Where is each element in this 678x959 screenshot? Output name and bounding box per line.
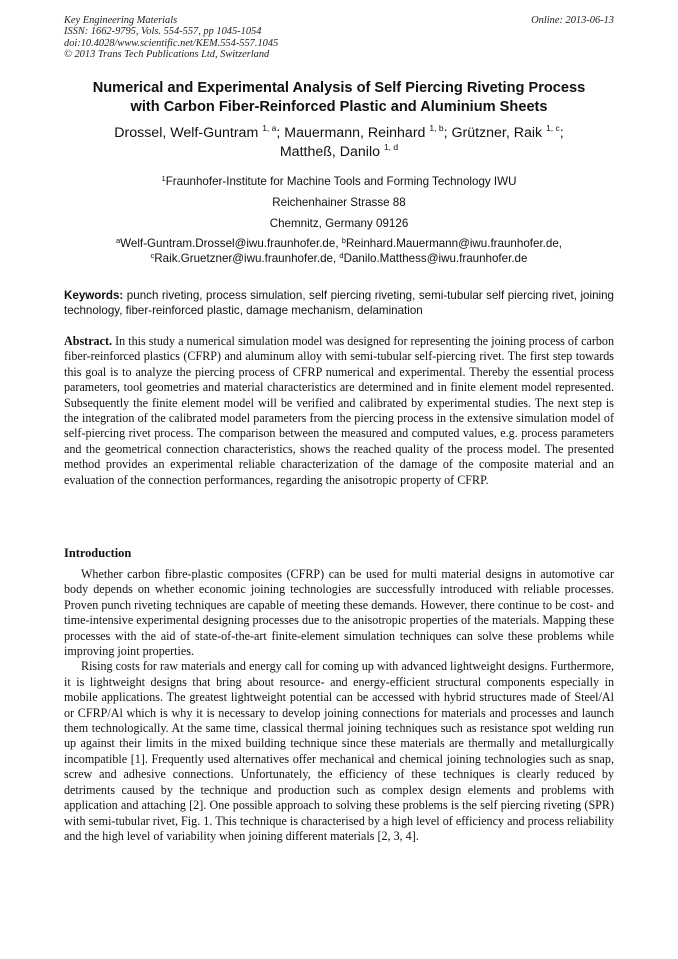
email-line-1 [40,237,638,250]
author-affiliation-mark: 1, c [546,123,560,133]
doi-line: doi:10.4028/www.scientific.net/KEM.554-557.1045 [64,37,279,49]
abstract-label: Abstract. [64,334,113,348]
intro-paragraph-1: Whether carbon fibre-plastic composites (CFRP) can be used for multi material designs in automotive car body depends on whether economic joining technologies are successfully introduced with reliable processes. Proven punch riveting techniques are capable of meeting these demands. However, there continue to be cost- and time-intensive experimental designing processes due to the anisotropic properties of the materials. Mapping these processes with the aid of state-of-the-art finite-element simulation techniques can solve these problems while improving joint properties. [64,567,614,659]
keywords-text: punch riveting, process simulation, self piercing riveting, semi-tubular self piercing rivet, joining technology, fiber-reinforced plastic, damage mechanism, delamination [64,289,614,317]
email-link[interactable]: Reinhard.Mauermann@iwu.fraunhofer.de, [345,237,563,250]
affiliation-city: Chemnitz, Germany 09126 [269,217,409,230]
abstract-text: In this study a numerical simulation model was designed for representing the joining process of carbon fiber-reinforced plastics (CFRP) and aluminum alloy with semi-tubular self-piercing rivet. The first step towards this goal is to analyze the piercing process of CFRP numerical and experimental. Thereby the essential process parameters, tool geometries and material characteristics are determined and in finite element model represented. Subsequently the finite element model will be verified and calibrated by experimental studies. The next step is the integration of the calibrated model parameters from the piercing process in the extensive simulation model of self-piercing rivet process. The comparison between the measured and computed values, e.g. process parameters and the geometrical connection characteristics, shows the reached quality of the process model. The presented method provides an experimental reliable characterization of the damage of the composite material and an evaluation of the connection performances, regarding the anisotropic property of CFRP. [64,334,614,487]
copyright-line: © 2013 Trans Tech Publications Ltd, Switzerland [64,49,270,61]
email-mark: b [341,236,346,245]
title-line-2: with Carbon Fiber-Reinforced Plastic and Aluminium Sheets [130,99,548,115]
author-list [40,124,638,162]
institute-name: Fraunhofer-Institute for Machine Tools and Forming Technology IWU [165,175,517,188]
keywords-block [64,288,614,318]
author-separator: ; [559,125,564,141]
journal-name: Key Engineering Materials [64,15,178,26]
abstract-block [64,334,614,488]
section-heading-introduction: Introduction [64,546,132,560]
keywords-label: Keywords: [64,289,124,302]
journal-header [64,15,278,61]
email-mark: a [115,236,121,245]
author-name: ; Grützner, Raik [443,125,547,141]
email-link[interactable]: Raik.Gruetzner@iwu.fraunhofer.de, [154,252,340,265]
author-line-2 [40,143,638,162]
title-line-1: Numerical and Experimental Analysis of Self Piercing Riveting Process [92,80,586,96]
paper-title [40,79,638,117]
email-link[interactable]: Danilo.Matthess@iwu.fraunhofer.de [343,252,528,265]
author-line-1 [40,124,638,143]
affiliation-street: Reichenhainer Strasse 88 [272,196,406,209]
email-mark: c [150,251,155,260]
intro-paragraph-2: Rising costs for raw materials and energy call for coming up with advanced lightweight designs. Furthermore, it is lightweight designs that bring about resource- and energy-efficient structural components especially in mobile applications. The greatest lightweight potential can be accessed with hybrid structures made of Steel/Al or CFRP/Al which is why it is necessary to develop joining connections for materials and processes and launch them technologically. At the same time, classical thermal joining techniques such as resistance spot welding run up against their limits in the mixed building technique since these materials are thermally and metallurgically incompatible [1]. Frequently used alternatives offer mechanical and chemical joining technologies such as snap, screw and adhesive connections. Unfortunately, the efficiency of these techniques is clearly reduced by detriments caused by the technique and production such as complex design elements and problems with application and attaching [2]. One possible approach to solving these problems is the self piercing riveting (SPR) with semi-tubular rivet, Fig. 1. This technique is characterised by a high level of efficiency and process reliability and the high level of variability when joining different materials [2, 3, 4]. [64,659,614,843]
author-name: Mattheß, Danilo [279,144,384,160]
email-link[interactable]: Welf-Guntram.Drossel@iwu.fraunhofer.de, [120,237,342,250]
author-name: Drossel, Welf-Guntram [114,125,263,141]
introduction-body [64,567,614,844]
author-affiliation-mark: 1, a [262,123,277,133]
affiliation-mark: 1 [161,174,166,183]
email-line-2 [40,252,638,265]
issn-line: ISSN: 1662-9795, Vols. 554-557, pp 1045-1054 [64,26,262,38]
email-mark: d [339,251,344,260]
author-affiliation-mark: 1, d [383,142,399,152]
online-date: Online: 2013-06-13 [531,15,614,26]
author-affiliation-mark: 1, b [429,123,444,133]
author-name: ; Mauermann, Reinhard [276,125,430,141]
affiliation-institute [40,175,638,188]
